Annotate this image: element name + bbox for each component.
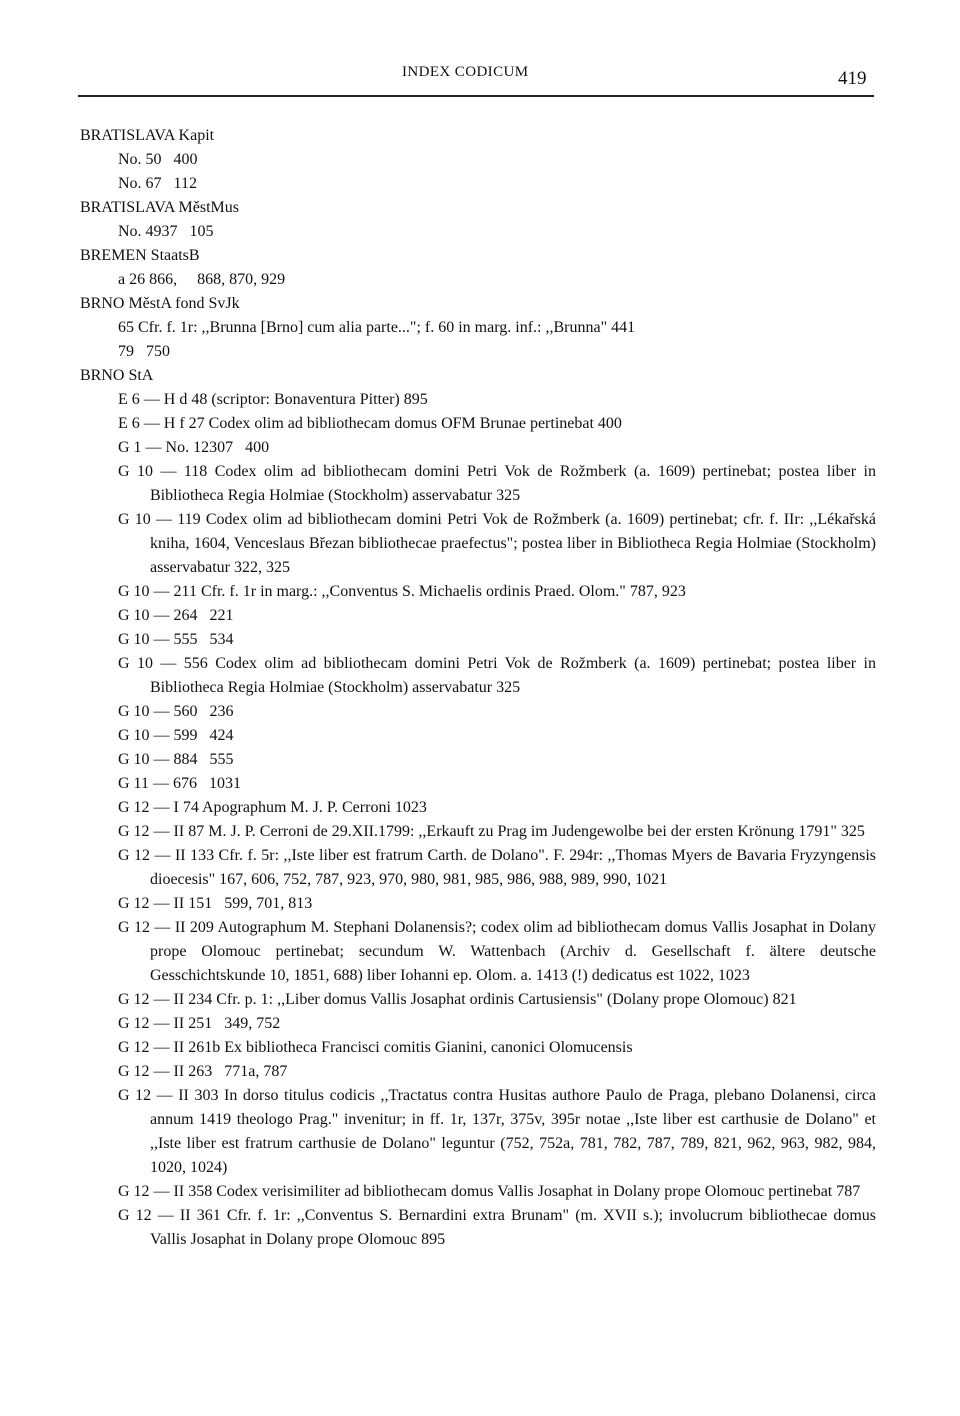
- library-heading: BRATISLAVA Kapit: [80, 127, 215, 144]
- codex-entry: G 10 — 556 Codex olim ad bibliothecam domini Petri Vok de Rožmberk (a. 1609) pertinebat; postea liber in Bibliotheca Regia Holmiae (Stockholm) asservabatur 325: [118, 655, 880, 696]
- codex-entry: G 12 — II 261b Ex bibliotheca Francisci comitis Gianini, canonici Olomucensis: [118, 1039, 633, 1056]
- library-heading: BRNO StA: [80, 367, 154, 384]
- codex-entry: G 12 — I 74 Apographum M. J. P. Cerroni 1023: [118, 799, 427, 816]
- codex-entry: E 6 — H f 27 Codex olim ad bibliothecam domus OFM Brunae pertinebat 400: [118, 415, 622, 432]
- codex-entry: G 12 — II 87 M. J. P. Cerroni de 29.XII.1799: ,,Erkauft zu Prag im Judengewolbe bei der ersten Krönung 1791" 325: [118, 823, 865, 840]
- codex-entry: G 11 — 676 1031: [118, 775, 241, 792]
- library-heading: BRNO MěstA fond SvJk: [80, 295, 240, 312]
- codex-entry: G 12 — II 263 771a, 787: [118, 1063, 288, 1080]
- codex-entry: G 10 — 599 424: [118, 727, 234, 744]
- codex-entry: G 12 — II 361 Cfr. f. 1r: ,,Conventus S. Bernardini extra Brunam" (m. XVII s.); involucrum bibliothecae domus Vallis Josaphat in Dolany prope Olomouc 895: [118, 1207, 880, 1248]
- library-heading: BRATISLAVA MěstMus: [80, 199, 240, 216]
- codex-entry: a 26 866, 868, 870, 929: [118, 271, 286, 288]
- codex-entry: No. 4937 105: [118, 223, 214, 240]
- codex-entry: G 10 — 118 Codex olim ad bibliothecam domini Petri Vok de Rožmberk (a. 1609) pertinebat; postea liber in Bibliotheca Regia Holmiae (Stockholm) asservabatur 325: [118, 463, 880, 504]
- page-number: 419: [838, 68, 867, 89]
- codex-entry: G 10 — 884 555: [118, 751, 234, 768]
- codex-entry: G 10 — 211 Cfr. f. 1r in marg.: ,,Conventus S. Michaelis ordinis Praed. Olom." 787, 923: [118, 583, 686, 600]
- codex-entry: G 12 — II 209 Autographum M. Stephani Dolanensis?; codex olim ad bibliothecam domus Vallis Josaphat in Dolany prope Olomouc pertinebat; secundum W. Wattenbach (Archiv d. Gesellschaft f. ältere deutsche Gesschichtskunde 10, 1851, 688) liber Iohanni ep. Olom. a. 1413 (!) dedicatus est 1022, 1023: [118, 919, 880, 984]
- codex-entry: G 12 — II 234 Cfr. p. 1: ,,Liber domus Vallis Josaphat ordinis Cartusiensis" (Dolany prope Olomouc) 821: [118, 991, 797, 1008]
- codex-entry: G 12 — II 151 599, 701, 813: [118, 895, 313, 912]
- codex-entry: E 6 — H d 48 (scriptor: Bonaventura Pitter) 895: [118, 391, 428, 408]
- codex-entry: 79 750: [118, 343, 170, 360]
- codex-entry: G 10 — 264 221: [118, 607, 234, 624]
- library-heading: BREMEN StaatsB: [80, 247, 200, 264]
- codex-entry: G 10 — 560 236: [118, 703, 234, 720]
- codex-entry: G 1 — No. 12307 400: [118, 439, 270, 456]
- codex-entry: G 10 — 119 Codex olim ad bibliothecam domini Petri Vok de Rožmberk (a. 1609) pertinebat; cfr. f. IIr: ,,Lékařská kniha, 1604, Venceslaus Březan bibliothecae praefectus"; postea liber in Bibliotheca Regia Holmiae (Stockholm) asservabatur 322, 325: [118, 511, 880, 576]
- codex-entry: 65 Cfr. f. 1r: ,,Brunna [Brno] cum alia parte..."; f. 60 in marg. inf.: ,,Brunna" 441: [118, 319, 636, 336]
- codex-entry: No. 67 112: [118, 175, 197, 192]
- running-title: INDEX CODICUM: [402, 64, 529, 80]
- codex-entry: G 12 — II 303 In dorso titulus codicis ,,Tractatus contra Husitas authore Paulo de Praga, plebano Dolanensi, circa annum 1419 theologo Prag." invenitur; in ff. 1r, 137r, 375v, 395r notae ,,Iste liber est carthusie de Dolano" et ,,Iste liber est fratrum carthusie de Dolano" leguntur (752, 752a, 781, 782, 787, 789, 821, 962, 963, 982, 984, 1020, 1024): [118, 1087, 880, 1176]
- codex-entry: G 10 — 555 534: [118, 631, 234, 648]
- codex-entry: No. 50 400: [118, 151, 198, 168]
- codex-entry: G 12 — II 251 349, 752: [118, 1015, 281, 1032]
- header-rule: [78, 95, 874, 97]
- codex-entry: G 12 — II 133 Cfr. f. 5r: ,,Iste liber est fratrum Carth. de Dolano". F. 294r: ,,Thomas Myers de Bavaria Fryzyngensis dioecesis" 167, 606, 752, 787, 923, 970, 980, 981, 985, 986, 988, 989, 990, 1021: [118, 847, 880, 888]
- codex-entry: G 12 — II 358 Codex verisimiliter ad bibliothecam domus Vallis Josaphat in Dolany prope Olomouc pertinebat 787: [118, 1183, 861, 1200]
- index-entries: [80, 124, 880, 1252]
